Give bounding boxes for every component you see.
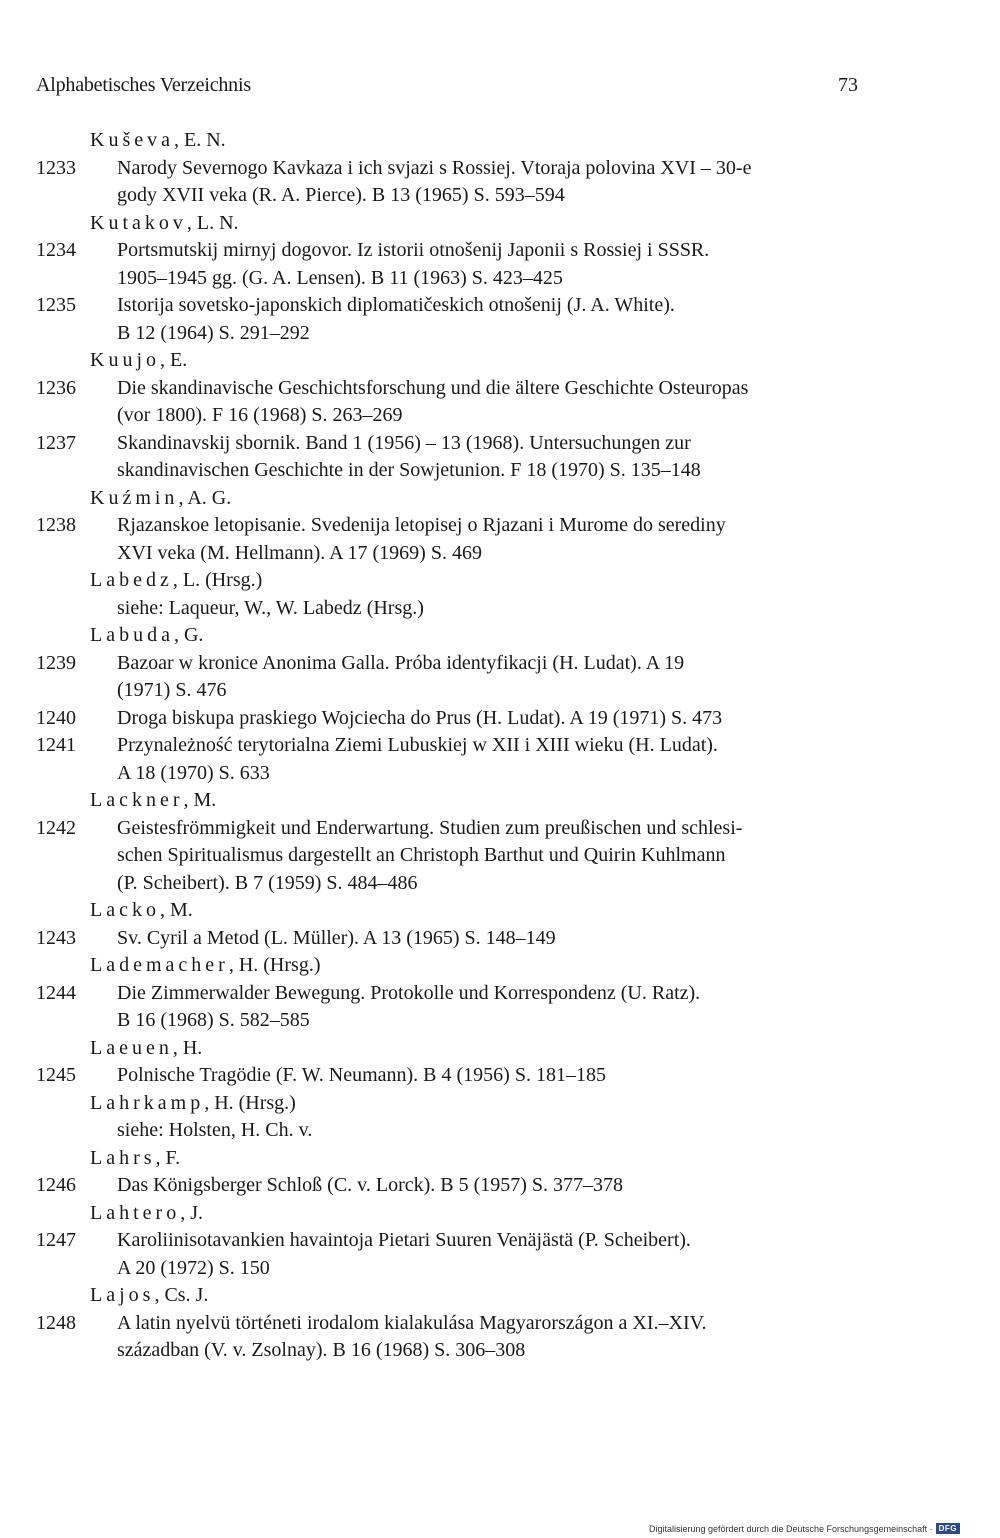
author-initials: , L. N. xyxy=(186,211,239,234)
author-name xyxy=(90,347,187,375)
entry-text: 1905–1945 gg. (G. A. Lensen). B 11 (1963) S. 423–425 xyxy=(117,266,563,289)
entry-text: Narody Severnogo Kavkaza i ich svjazi s Rossiej. Vtoraja polovina XVI – 30-e xyxy=(117,156,752,179)
entry-number: 1238 xyxy=(36,514,76,536)
entry-line xyxy=(0,705,1000,733)
entry-line xyxy=(0,430,1000,458)
entry-text: Die skandinavische Geschichtsforschung und die ältere Geschichte Osteuropas xyxy=(117,376,749,399)
author-surname: Lacko xyxy=(90,899,160,921)
entry-continuation-line xyxy=(0,265,1000,293)
entry-number: 1237 xyxy=(36,431,76,454)
dfg-logo: DFG xyxy=(936,1523,960,1534)
entry-text: skandinavischen Geschichte in der Sowjetunion. F 18 (1970) S. 135–148 xyxy=(117,459,701,481)
entry-continuation-line xyxy=(0,540,1000,568)
author-heading xyxy=(0,622,1000,650)
entry-line xyxy=(0,1227,1000,1255)
author-initials: , L. (Hrsg.) xyxy=(172,569,263,591)
entry-continuation-line xyxy=(0,402,1000,430)
entry-line xyxy=(0,1172,1000,1200)
entry-line xyxy=(0,237,1000,265)
entry-continuation-line xyxy=(0,182,1000,210)
entry-number: 1248 xyxy=(36,1311,76,1334)
author-name xyxy=(90,1090,296,1118)
entry-line xyxy=(0,650,1000,678)
entry-number: 1239 xyxy=(36,651,76,674)
author-surname: Kuujo xyxy=(90,349,160,371)
entry-continuation-line xyxy=(0,457,1000,485)
author-name xyxy=(90,787,216,815)
author-initials: , E. xyxy=(160,349,188,371)
author-surname: Lademacher xyxy=(90,954,229,976)
author-name xyxy=(90,485,231,513)
entry-text: Przynależność terytorialna Ziemi Lubuskiej w XII i XIII wieku (H. Ludat). xyxy=(117,734,718,756)
entry-text: schen Spiritualismus dargestellt an Christoph Barthut und Quirin Kuhlmann xyxy=(117,844,726,866)
author-name xyxy=(90,127,226,155)
entry-text: Skandinavskij sbornik. Band 1 (1956) – 13 (1968). Untersuchungen zur xyxy=(117,431,691,454)
author-surname: Kuźmin xyxy=(90,486,179,509)
entry-number: 1245 xyxy=(36,1064,76,1086)
entry-continuation-line xyxy=(0,1117,1000,1145)
author-surname: Kutakov xyxy=(90,211,187,234)
entry-line xyxy=(0,512,1000,540)
entry-continuation-line xyxy=(0,842,1000,870)
entry-text: B 16 (1968) S. 582–585 xyxy=(117,1009,310,1031)
entry-text: Geistesfrömmigkeit und Enderwartung. Studien zum preußischen und schlesi- xyxy=(117,816,743,839)
entry-text: XVI veka (M. Hellmann). A 17 (1969) S. 469 xyxy=(117,541,482,564)
entry-number: 1241 xyxy=(36,734,76,756)
author-heading xyxy=(0,1145,1000,1173)
author-surname: Kuševa xyxy=(90,129,174,151)
author-initials: , H. xyxy=(172,1036,203,1059)
entry-line xyxy=(0,292,1000,320)
entry-line xyxy=(0,375,1000,403)
entry-text: (1971) S. 476 xyxy=(117,679,227,701)
author-heading xyxy=(0,787,1000,815)
entry-text: (P. Scheibert). B 7 (1959) S. 484–486 xyxy=(117,871,418,894)
entry-line xyxy=(0,1310,1000,1338)
author-heading xyxy=(0,210,1000,238)
author-name xyxy=(90,952,320,980)
entry-text: Istorija sovetsko-japonskich diplomatičeskich otnošenij (J. A. White). xyxy=(117,294,675,316)
running-head: Alphabetisches Verzeichnis xyxy=(36,74,251,96)
author-initials: , A. G. xyxy=(178,486,232,509)
entry-number: 1234 xyxy=(36,239,76,261)
author-surname: Lahrkamp xyxy=(90,1091,205,1114)
entry-continuation-line xyxy=(0,760,1000,788)
entry-text: Rjazanskoe letopisanie. Svedenija letopisej o Rjazani i Murome do serediny xyxy=(117,514,726,536)
entry-text: században (V. v. Zsolnay). B 16 (1968) S. 306–308 xyxy=(117,1339,526,1361)
entry-line xyxy=(0,1062,1000,1090)
author-heading xyxy=(0,485,1000,513)
footer-credit xyxy=(649,1523,960,1534)
entry-text: siehe: Laqueur, W., W. Labedz (Hrsg.) xyxy=(117,596,424,619)
entry-line xyxy=(0,925,1000,953)
entry-text: Sv. Cyril a Metod (L. Müller). A 13 (1965) S. 148–149 xyxy=(117,926,556,949)
author-initials: , M. xyxy=(183,789,217,811)
author-name xyxy=(90,1035,202,1063)
author-heading xyxy=(0,952,1000,980)
entry-continuation-line xyxy=(0,870,1000,898)
author-surname: Lahtero xyxy=(90,1201,181,1224)
entry-text: (vor 1800). F 16 (1968) S. 263–269 xyxy=(117,404,403,426)
entry-text: Bazoar w kronice Anonima Galla. Próba identyfikacji (H. Ludat). A 19 xyxy=(117,651,685,674)
author-initials: , H. (Hrsg.) xyxy=(228,954,321,976)
footer-text: Digitalisierung gefördert durch die Deutsche Forschungsgemeinschaft · xyxy=(648,1523,933,1534)
author-heading xyxy=(0,127,1000,155)
entry-continuation-line xyxy=(0,1007,1000,1035)
entry-number: 1236 xyxy=(36,376,76,399)
author-surname: Labedz xyxy=(90,569,173,591)
entry-text: siehe: Holsten, H. Ch. v. xyxy=(117,1119,313,1141)
author-initials: , Cs. J. xyxy=(154,1284,209,1306)
entry-line xyxy=(0,732,1000,760)
entry-line xyxy=(0,815,1000,843)
author-surname: Lackner xyxy=(90,789,184,811)
author-initials: , H. (Hrsg.) xyxy=(204,1091,296,1114)
author-heading xyxy=(0,1090,1000,1118)
entry-text: Droga biskupa praskiego Wojciecha do Prus (H. Ludat). A 19 (1971) S. 473 xyxy=(117,706,723,729)
page-number: 73 xyxy=(838,74,858,96)
entry-text: Portsmutskij mirnyj dogovor. Iz istorii otnošenij Japonii s Rossiej i SSSR. xyxy=(117,239,710,261)
entry-continuation-line xyxy=(0,677,1000,705)
entry-continuation-line xyxy=(0,320,1000,348)
author-surname: Lahrs xyxy=(90,1146,156,1169)
author-heading xyxy=(0,567,1000,595)
entry-continuation-line xyxy=(0,1337,1000,1365)
author-name xyxy=(90,210,239,238)
author-name xyxy=(90,567,262,595)
author-heading xyxy=(0,897,1000,925)
entry-number: 1242 xyxy=(36,816,76,839)
entry-number: 1240 xyxy=(36,706,76,729)
entry-text: A latin nyelvü történeti irodalom kialakulása Magyarországon a XI.–XIV. xyxy=(117,1311,707,1334)
author-initials: , E. N. xyxy=(173,129,226,151)
entry-number: 1246 xyxy=(36,1174,76,1196)
entry-text: Das Königsberger Schloß (C. v. Lorck). B 5 (1957) S. 377–378 xyxy=(117,1174,624,1196)
entry-text: B 12 (1964) S. 291–292 xyxy=(117,321,310,344)
author-name xyxy=(90,1200,203,1228)
entry-continuation-line xyxy=(0,595,1000,623)
author-name xyxy=(90,1145,180,1173)
entry-text: A 18 (1970) S. 633 xyxy=(117,761,270,784)
entry-text: Die Zimmerwalder Bewegung. Protokolle und Korrespondenz (U. Ratz). xyxy=(117,981,701,1004)
entry-number: 1247 xyxy=(36,1229,76,1251)
entry-number: 1233 xyxy=(36,156,76,179)
entry-text: Polnische Tragödie (F. W. Neumann). B 4 (1956) S. 181–185 xyxy=(117,1064,606,1086)
entry-continuation-line xyxy=(0,1255,1000,1283)
entry-text: Karoliinisotavankien havaintoja Pietari Suuren Venäjästä (P. Scheibert). xyxy=(117,1229,691,1251)
author-initials: , M. xyxy=(159,899,193,921)
author-initials: , G. xyxy=(173,624,204,646)
author-heading xyxy=(0,1200,1000,1228)
author-surname: Labuda xyxy=(90,624,174,646)
entry-text: A 20 (1972) S. 150 xyxy=(117,1256,270,1279)
author-name xyxy=(90,897,193,925)
author-heading xyxy=(0,347,1000,375)
author-surname: Laeuen xyxy=(90,1036,173,1059)
author-initials: , J. xyxy=(180,1201,203,1224)
bibliography-list xyxy=(0,127,1000,1365)
entry-number: 1244 xyxy=(36,981,76,1004)
author-surname: Lajos xyxy=(90,1284,155,1306)
author-heading xyxy=(0,1282,1000,1310)
author-initials: , F. xyxy=(155,1146,181,1169)
entry-text: gody XVII veka (R. A. Pierce). B 13 (1965) S. 593–594 xyxy=(117,184,565,206)
author-name xyxy=(90,622,203,650)
entry-line xyxy=(0,980,1000,1008)
entry-number: 1235 xyxy=(36,294,76,316)
entry-line xyxy=(0,155,1000,183)
entry-number: 1243 xyxy=(36,926,76,949)
author-name xyxy=(90,1282,208,1310)
author-heading xyxy=(0,1035,1000,1063)
